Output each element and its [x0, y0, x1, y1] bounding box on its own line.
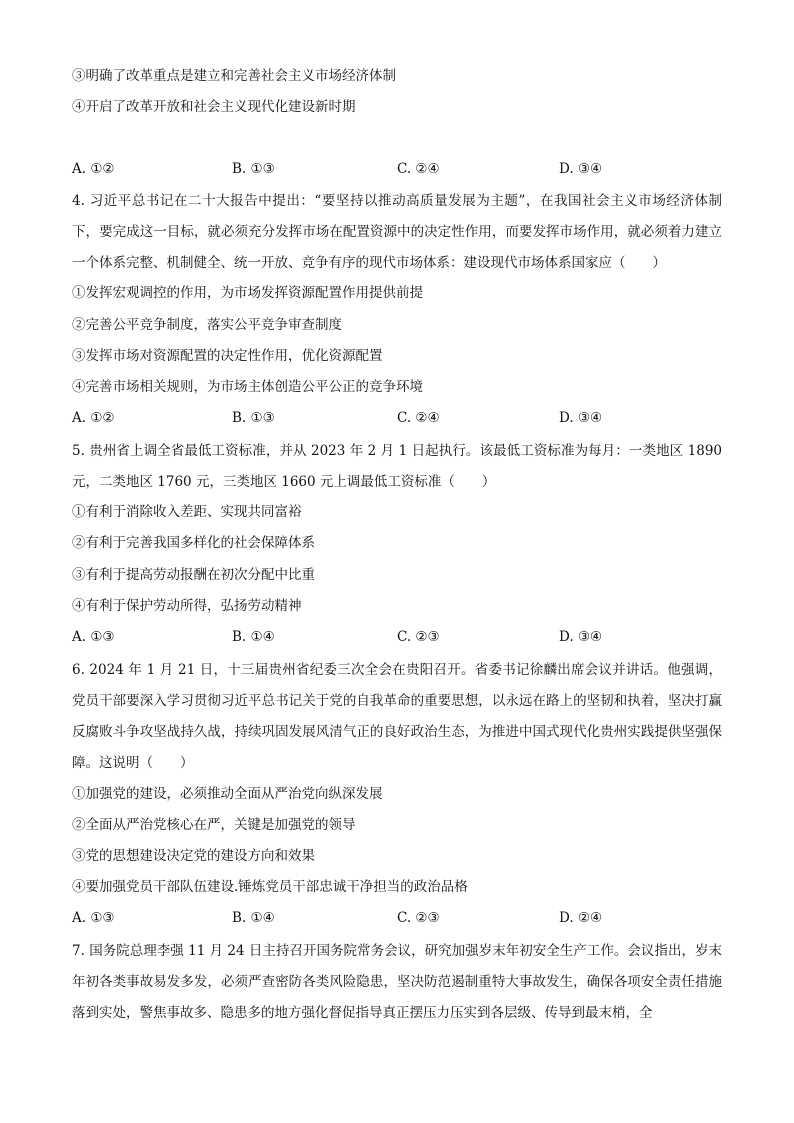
- q6-options: [72, 908, 722, 928]
- q4-stem: 4. 习近平总书记在二十大报告中提出：“要坚持以推动高质量发展为主题”，在我国社会主义市场经济体制下，要完成这一目标，就必须充分发挥市场在配置资源中的决定性作用，而要发挥市场作用，就必须着力建立一个体系完整、机制健全、统一开放、竞争有序的现代市场体系：建设现代市场体系国家应（ ）: [72, 193, 722, 271]
- q5-item-4: ④有利于保护劳动所得，弘扬劳动精神: [72, 598, 302, 614]
- q6-option-d: D. ②④: [559, 910, 603, 926]
- q3-item-3: ④开启了改革开放和社会主义现代化建设新时期: [72, 99, 356, 115]
- q3-option-d: D. ③④: [559, 161, 603, 177]
- q5-stem: 5. 贵州省上调全省最低工资标准，并从 2023 年 2 月 1 日起执行。该最低工资标准为每月：一类地区 1890 元，二类地区 1760 元，三类地区 1660 元上调最低工资标准（ ）: [72, 443, 722, 490]
- q4-item-1: ①发挥宏观调控的作用，为市场发挥资源配置作用提供前提: [72, 285, 423, 301]
- q5-item-2: ②有利于完善我国多样化的社会保障体系: [72, 535, 315, 551]
- q4-option-c: C. ②④: [397, 410, 440, 426]
- q6-item-4: ④要加强党员干部队伍建设.锤炼党员干部忠诚干净担当的政治品格: [72, 879, 468, 895]
- q3-option-c: C. ②④: [397, 161, 440, 177]
- q6-item-1: ①加强党的建设，必须推动全面从严治党向纵深发展: [72, 786, 383, 802]
- q3-options: [72, 159, 722, 179]
- q5-options: [72, 627, 722, 647]
- q6-option-b: B. ①④: [232, 910, 275, 926]
- q3-item-2: ③明确了改革重点是建立和完善社会主义市场经济体制: [72, 68, 396, 84]
- q5-option-a: A. ①③: [72, 629, 115, 645]
- q4-option-d: D. ③④: [559, 410, 603, 426]
- q3-option-b: B. ①③: [232, 161, 275, 177]
- q6-stem: 6. 2024 年 1 月 21 日，十三届贵州省纪委三次全会在贵阳召开。省委书记徐麟出席会议并讲话。他强调，党员干部要深入学习贯彻习近平总书记关于党的自我革命的重要思想，以永远在路上的坚韧和执着，坚决打赢反腐败斗争攻坚战持久战，持续巩固发展风清气正的良好政治生态，为推进中国式现代化贵州实践提供坚强保障。这说明（ ）: [72, 662, 722, 771]
- q6-option-c: C. ②③: [397, 910, 440, 926]
- q6-item-3: ③党的思想建设决定党的建设方向和效果: [72, 848, 315, 864]
- q4-option-a: A. ①②: [72, 410, 115, 426]
- q4-item-3: ③发挥市场对资源配置的决定性作用，优化资源配置: [72, 348, 383, 364]
- q5-option-d: D. ③④: [559, 629, 603, 645]
- q7-stem: 7. 国务院总理李强 11 月 24 日主持召开国务院常务会议，研究加强岁末年初安全生产工作。会议指出，岁末年初各类事故易发多发，必须严查密防各类风险隐患，坚决防范遏制重特大事故发生，确保各项安全责任措施落到实处，警焦事故多、隐患多的地方强化督促指导真正摆压力压实到各层级、传导到最末梢，全: [72, 943, 722, 1021]
- q4-item-2: ②完善公平竞争制度，落实公平竞争审查制度: [72, 317, 342, 333]
- q6-option-a: A. ①③: [72, 910, 115, 926]
- q4-options: [72, 408, 722, 428]
- q5-item-3: ③有利于提高劳动报酬在初次分配中比重: [72, 567, 315, 583]
- q5-item-1: ①有利于消除收入差距、实现共同富裕: [72, 504, 302, 520]
- q6-item-2: ②全面从严治党核心在严，关键是加强党的领导: [72, 817, 356, 833]
- q4-item-4: ④完善市场相关规则，为市场主体创造公平公正的竞争环境: [72, 379, 423, 395]
- q5-option-c: C. ②③: [397, 629, 440, 645]
- q5-option-b: B. ①④: [232, 629, 275, 645]
- q3-option-a: A. ①②: [72, 161, 115, 177]
- q4-option-b: B. ①③: [232, 410, 275, 426]
